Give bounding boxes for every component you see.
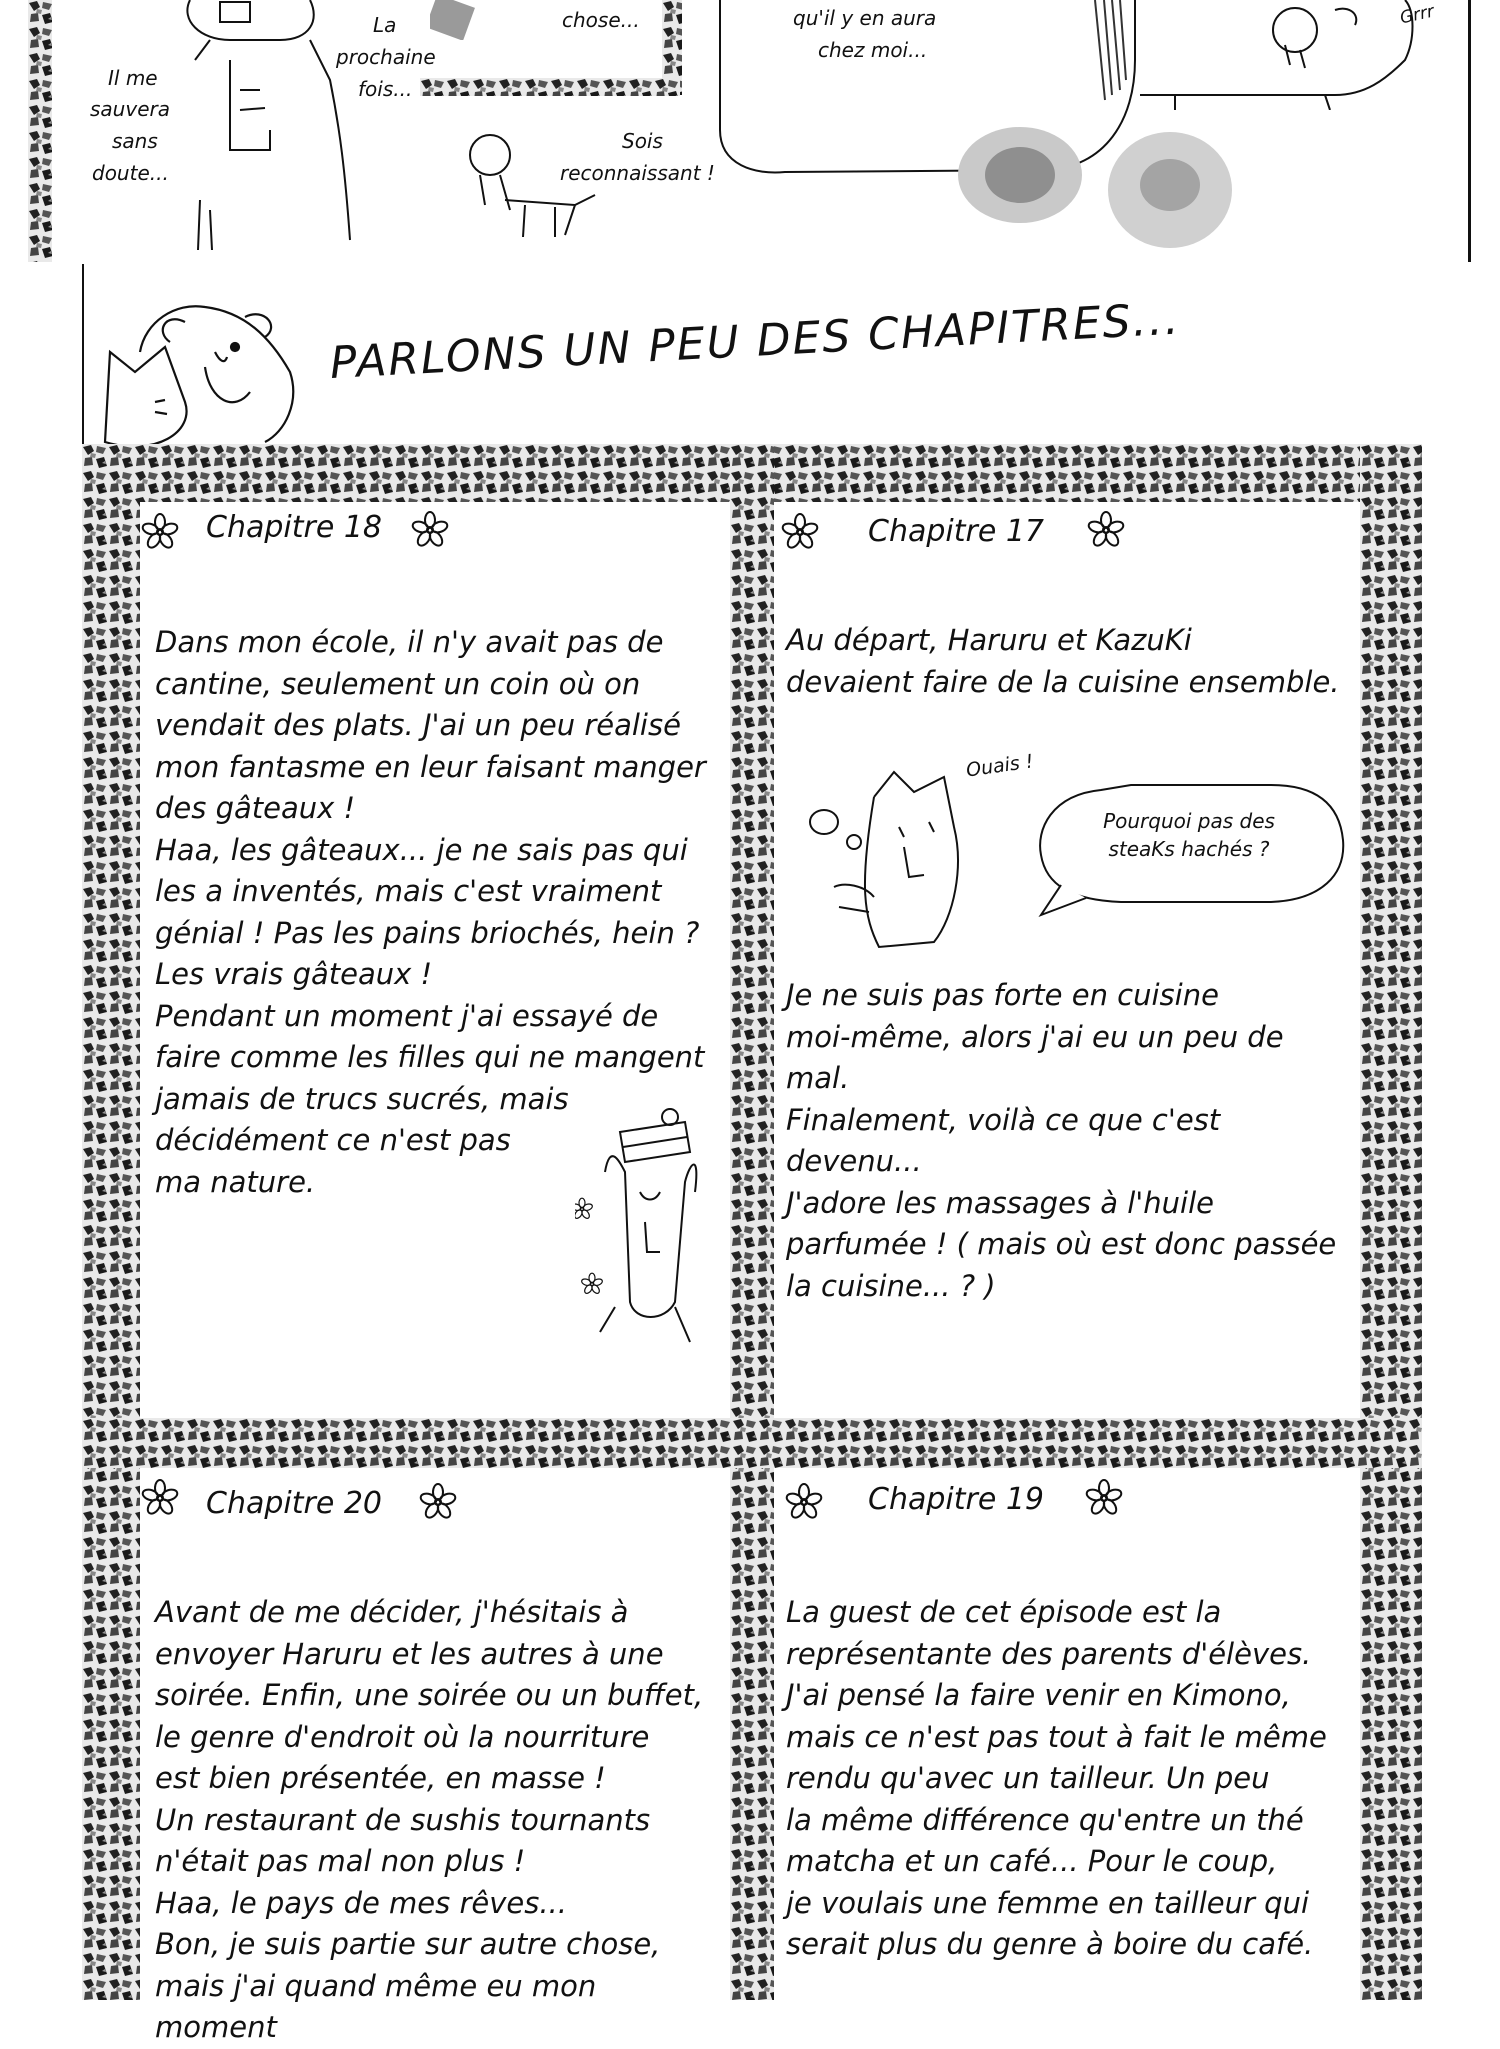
top-text-grrr: Grrr	[1398, 1, 1436, 29]
grid-left-pattern-border	[82, 444, 140, 2000]
grid-middle-vertical-pattern-border	[730, 444, 774, 2000]
top-text-doute: doute...	[92, 161, 169, 185]
top-text-chez-moi: chez moi...	[818, 38, 928, 62]
grid-right-pattern-border	[1360, 444, 1422, 2000]
chapter-title: Chapitre 17	[868, 514, 1044, 549]
chapter-body-text: La guest de cet épisode est la représentante des parents d'élèves. J'ai pensé la faire venir en Kimono, mais ce n'est pas tout à fait le même rendu qu'avec un tailleur. Un peu la même différence qu'entre un thé matcha et un café... Pour le coup, je voulais une femme en tailleur qui serait plus du genre à boire du café.	[786, 1595, 1327, 1961]
cat-doodle-illustration	[170, 0, 370, 250]
top-text-sois: Sois	[622, 129, 663, 153]
cat-cooking-illustration	[804, 767, 984, 957]
grid-middle-horizontal-pattern-border	[82, 1418, 1422, 1468]
flower-icon	[140, 512, 180, 552]
header-mascot-illustration	[95, 292, 315, 462]
previous-page-strip	[0, 0, 1500, 262]
top-text-il-me: Il me	[108, 66, 158, 90]
chapter-title: Chapitre 19	[868, 1482, 1044, 1517]
chapter-body-text: Au départ, Haruru et KazuKi devaient faire de la cuisine ensemble.	[786, 623, 1340, 699]
cake-character-illustration	[575, 1102, 705, 1362]
chapter-title: Chapitre 20	[206, 1486, 382, 1521]
top-text-reconnaissant: reconnaissant !	[560, 161, 715, 185]
panel-chapitre-20	[140, 1468, 730, 2044]
top-panel-bottom-pattern	[420, 78, 680, 96]
flower-icon	[410, 510, 450, 550]
panel-chapitre-18	[140, 502, 730, 1418]
panel-chapitre-19	[774, 1468, 1360, 2000]
flower-icon	[140, 1478, 180, 1518]
flower-icon	[784, 1482, 824, 1522]
hatching-lines	[1090, 0, 1130, 110]
exclamation-ouais: Ouais !	[964, 750, 1035, 782]
screentone-blob-2	[1100, 125, 1240, 260]
top-text-sauvera: sauvera	[90, 97, 170, 121]
page-title: PARLONS UN PEU DES CHAPITRES...	[328, 293, 1182, 389]
top-text-sans: sans	[112, 129, 158, 153]
top-left-pattern-border	[28, 0, 52, 262]
speech-bubble-text: Pourquoi pas des steaKs hachés ?	[1103, 809, 1275, 861]
screentone-blob-1	[950, 120, 1090, 230]
flower-icon	[780, 512, 820, 552]
top-text-quil-y-en-aura: qu'il y en aura	[793, 6, 937, 30]
flower-icon	[1086, 510, 1126, 550]
top-text-fois: fois...	[358, 77, 413, 101]
screentone-patch	[430, 0, 480, 40]
chapter-body-text: Avant de me décider, j'hésitais à envoyer Haruru et les autres à une soirée. Enfin, une soirée ou un buffet, le genre d'endroit où la nourriture est bien présentée, en masse ! Un restaurant de sushis tournants n'était pas mal non plus ! Haa, le pays de mes rêves... Bon, je suis partie sur autre chose, mais j'ai quand même eu mon moment	[155, 1595, 704, 2044]
flower-icon	[1084, 1478, 1124, 1518]
top-text-prochaine: prochaine	[336, 45, 436, 69]
flower-icon	[418, 1482, 458, 1522]
top-text-la: La	[373, 13, 397, 37]
panel-chapitre-17	[774, 502, 1360, 1418]
chapter-title: Chapitre 18	[206, 510, 382, 545]
top-right-panel-border	[1468, 0, 1471, 262]
top-text-chose: chose...	[562, 8, 640, 32]
chapter-body-text: Dans mon école, il n'y avait pas de cantine, seulement un coin où on vendait des plats. J'ai un peu réalisé mon fantasme en leur faisant manger des gâteaux ! Haa, les gâteaux... je ne sais pas qui les a inventés, mais c'est vraiment génial ! Pas les pains briochés, hein ? Les vrais gâteaux ! Pendant un moment j'ai essayé de faire comme les filles qui ne mangent jamais de trucs sucrés, mais décidément ce n'est pas ma nature.	[155, 625, 706, 1199]
chapter-body-text: Je ne suis pas forte en cuisine moi-même, alors j'ai eu un peu de mal. Finalement, voilà ce que c'est devenu... J'adore les massages à l'huile parfumée ! ( mais où est donc passée la cuisine... ? )	[786, 978, 1337, 1303]
